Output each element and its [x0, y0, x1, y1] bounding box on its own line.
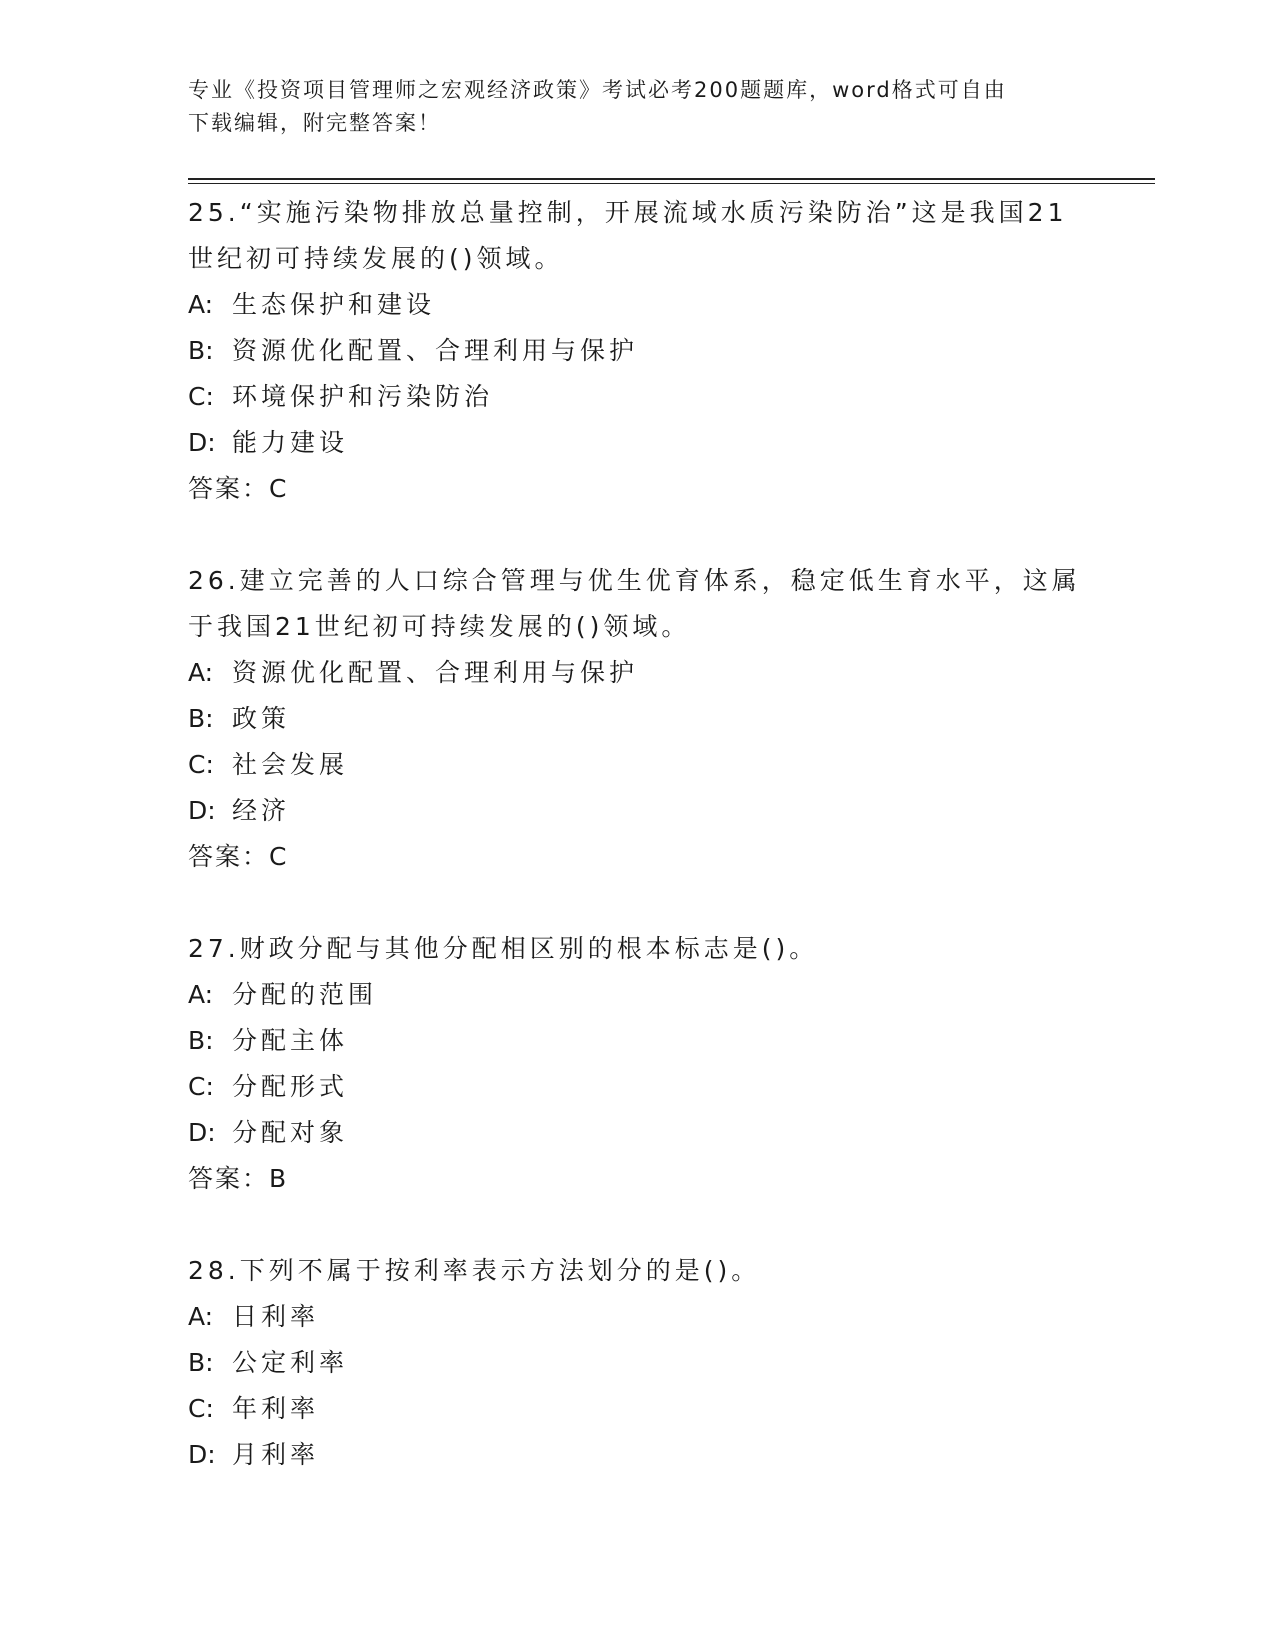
- option-b: [188, 1018, 1088, 1064]
- question-stem: [188, 926, 1088, 972]
- option-text: 年利率: [232, 1394, 320, 1423]
- option-text: 政策: [232, 704, 291, 733]
- question-stem-line-1: 28.下列不属于按利率表示方法划分的是()。: [188, 1256, 761, 1285]
- option-c: [188, 1064, 1088, 1110]
- question-list: [188, 190, 1088, 1524]
- option-key: B:: [188, 1348, 214, 1377]
- header-line-2: 下载编辑，附完整答案！: [188, 111, 441, 135]
- option-key: A:: [188, 980, 214, 1009]
- option-a: [188, 972, 1088, 1018]
- option-c: [188, 1386, 1088, 1432]
- question-stem-line-1: 25.“实施污染物排放总量控制，开展流域水质污染防治”这是我国21: [188, 198, 1068, 227]
- option-key: B:: [188, 336, 214, 365]
- option-text: 经济: [232, 796, 291, 825]
- option-text: 资源优化配置、合理利用与保护: [232, 658, 639, 687]
- question-25: [188, 190, 1088, 512]
- question-stem-line-2: 世纪初可持续发展的()领域。: [188, 244, 564, 273]
- option-b: [188, 696, 1088, 742]
- option-c: [188, 374, 1088, 420]
- option-key: D:: [188, 1440, 216, 1469]
- option-text: 社会发展: [232, 750, 349, 779]
- question-26: [188, 558, 1088, 880]
- document-header: [188, 74, 1068, 140]
- option-text: 分配形式: [232, 1072, 349, 1101]
- option-d: [188, 1432, 1088, 1478]
- question-stem-line-1: 27.财政分配与其他分配相区别的根本标志是()。: [188, 934, 819, 963]
- option-text: 日利率: [232, 1302, 320, 1331]
- option-text: 资源优化配置、合理利用与保护: [232, 336, 639, 365]
- option-key: C:: [188, 1072, 214, 1101]
- option-d: [188, 1110, 1088, 1156]
- option-a: [188, 650, 1088, 696]
- question-27: [188, 926, 1088, 1202]
- option-key: B:: [188, 1026, 214, 1055]
- option-b: [188, 328, 1088, 374]
- question-28: [188, 1248, 1088, 1478]
- option-key: D:: [188, 796, 216, 825]
- option-key: A:: [188, 290, 214, 319]
- option-b: [188, 1340, 1088, 1386]
- option-text: 月利率: [232, 1440, 320, 1469]
- option-key: D:: [188, 1118, 216, 1147]
- question-stem-line-1: 26.建立完善的人口综合管理与优生优育体系，稳定低生育水平，这属: [188, 566, 1081, 595]
- option-key: A:: [188, 658, 214, 687]
- option-key: C:: [188, 750, 214, 779]
- option-key: B:: [188, 704, 214, 733]
- option-d: [188, 788, 1088, 834]
- option-text: 分配对象: [232, 1118, 349, 1147]
- option-a: [188, 282, 1088, 328]
- option-text: 分配主体: [232, 1026, 349, 1055]
- question-stem: [188, 1248, 1088, 1294]
- answer-line: 答案：B: [188, 1164, 289, 1193]
- header-rule-thick: [188, 178, 1155, 180]
- answer-line: 答案：C: [188, 842, 289, 871]
- option-text: 生态保护和建设: [232, 290, 436, 319]
- question-stem: [188, 190, 1088, 282]
- option-key: D:: [188, 428, 216, 457]
- option-key: C:: [188, 1394, 214, 1423]
- option-a: [188, 1294, 1088, 1340]
- option-text: 公定利率: [232, 1348, 349, 1377]
- answer-line: 答案：C: [188, 474, 289, 503]
- option-text: 分配的范围: [232, 980, 378, 1009]
- option-key: C:: [188, 382, 214, 411]
- header-rule-thin: [188, 183, 1155, 184]
- question-stem-line-2: 于我国21世纪初可持续发展的()领域。: [188, 612, 691, 641]
- option-text: 环境保护和污染防治: [232, 382, 494, 411]
- option-key: A:: [188, 1302, 214, 1331]
- question-stem: [188, 558, 1088, 650]
- option-c: [188, 742, 1088, 788]
- option-text: 能力建设: [232, 428, 349, 457]
- header-line-1: 专业《投资项目管理师之宏观经济政策》考试必考200题题库，word格式可自由: [188, 78, 1007, 102]
- option-d: [188, 420, 1088, 466]
